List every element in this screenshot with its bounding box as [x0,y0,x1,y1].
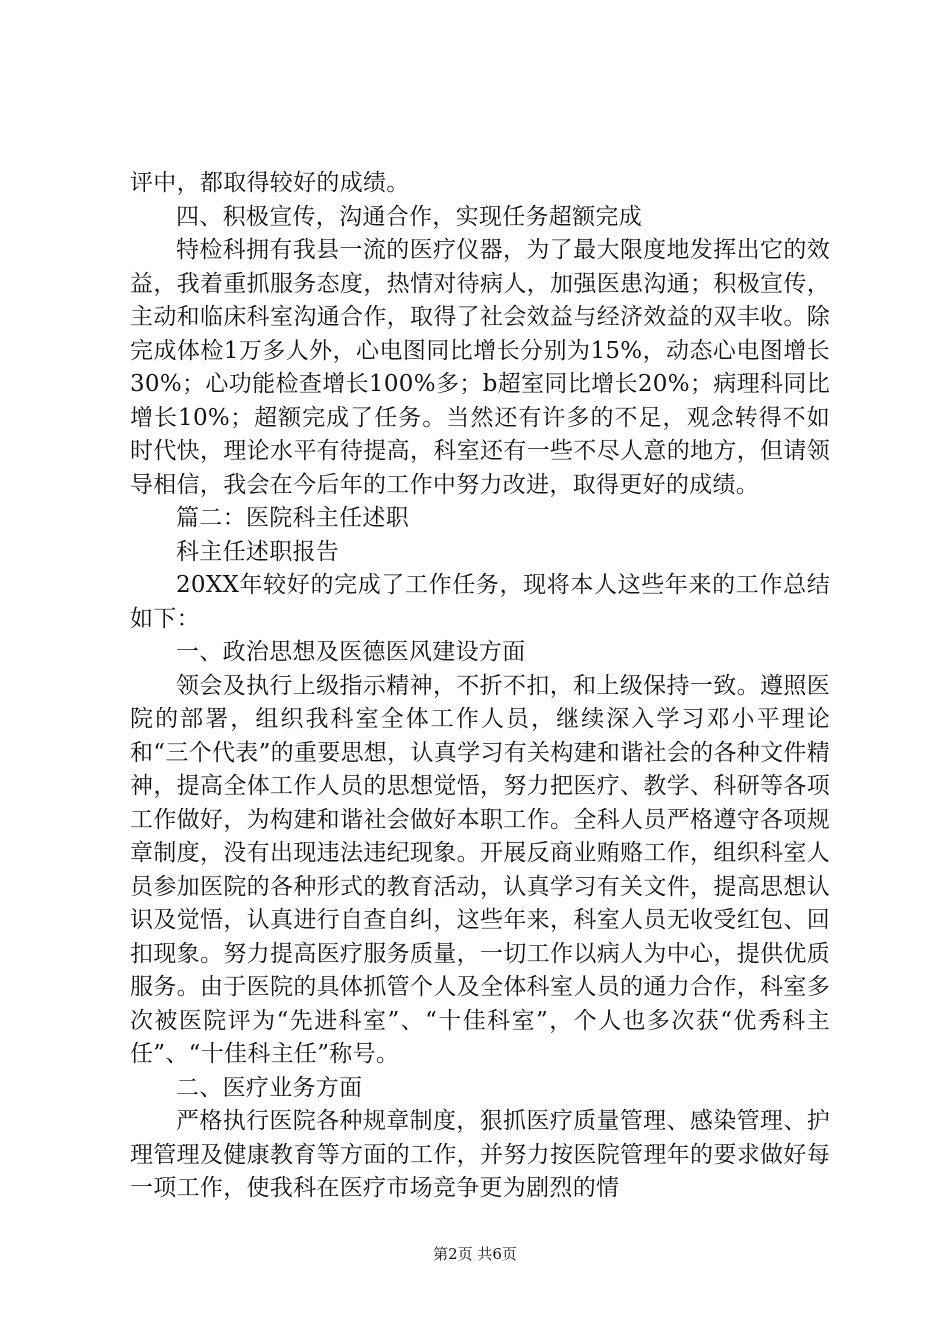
document-body [130,167,830,1206]
paragraph-political: 领会及执行上级指示精神，不折不扣，和上级保持一致。遵照医院的部署，组织我科室全体工作人员，继续深入学习邓小平理论和“三个代表”的重要思想，认真学习有关构建和谐社会的各种文件精神，提高全体工作人员的思想觉悟，努力把医疗、教学、科研等各项工作做好，为构建和谐社会做好本职工作。全科人员严格遵守各项规章制度，没有出现违法违纪现象。开展反商业贿赂工作，组织科室人员参加医院的各种形式的教育活动，认真学习有关文件，提高思想认识及觉悟，认真进行自查自纠，这些年来，科室人员无收受红包、回扣现象。努力提高医疗服务质量，一切工作以病人为中心，提供优质服务。由于医院的具体抓管个人及全体科室人员的通力合作，科室多次被医院评为“先进科室”、“十佳科室”，个人也多次获“优秀科主任”、“十佳科主任”称号。 [130,672,830,1067]
paragraph-intro: 20XX年较好的完成了工作任务，现将本人这些年来的工作总结如下： [130,572,830,632]
page-footer: 第2页 共6页 [433,1245,517,1263]
report-title: 科主任述职报告 [176,538,340,565]
section-heading-2: 二、医疗业务方面 [176,1074,363,1101]
paragraph-continuation: 评中，都取得较好的成绩。 [130,170,410,196]
paragraph-special-exam: 特检科拥有我县一流的医疗仪器，为了最大限度地发挥出它的效益，我着重抓服务态度，热情对待病人，加强医患沟通；积极宣传，主动和临床科室沟通合作，取得了社会效益与经济效益的双丰收。除完成体检1万多人外，心电图同比增长分别为15%，动态心电图增长30%；心功能检查增长100%多；b超室同比增长20%；病理科同比增长10%；超额完成了任务。当然还有许多的不足，观念转得不如时代快，理论水平有待提高，科室还有一些不尽人意的地方，但请领导相信，我会在今后年的工作中努力改进，取得更好的成绩。 [130,237,830,498]
section-heading-4: 四、积极宣传，沟通合作，实现任务超额完成 [176,203,642,230]
paragraph-medical-business: 严格执行医院各种规章制度，狠抓医疗质量管理、感染管理、护理管理及健康教育等方面的工作，并努力按医院管理年的要求做好每一项工作，使我科在医疗市场竞争更为剧烈的情 [130,1108,830,1201]
section-heading-1: 一、政治思想及医德医风建设方面 [176,639,526,665]
chapter-heading-2: 篇二：医院科主任述职 [176,505,409,531]
